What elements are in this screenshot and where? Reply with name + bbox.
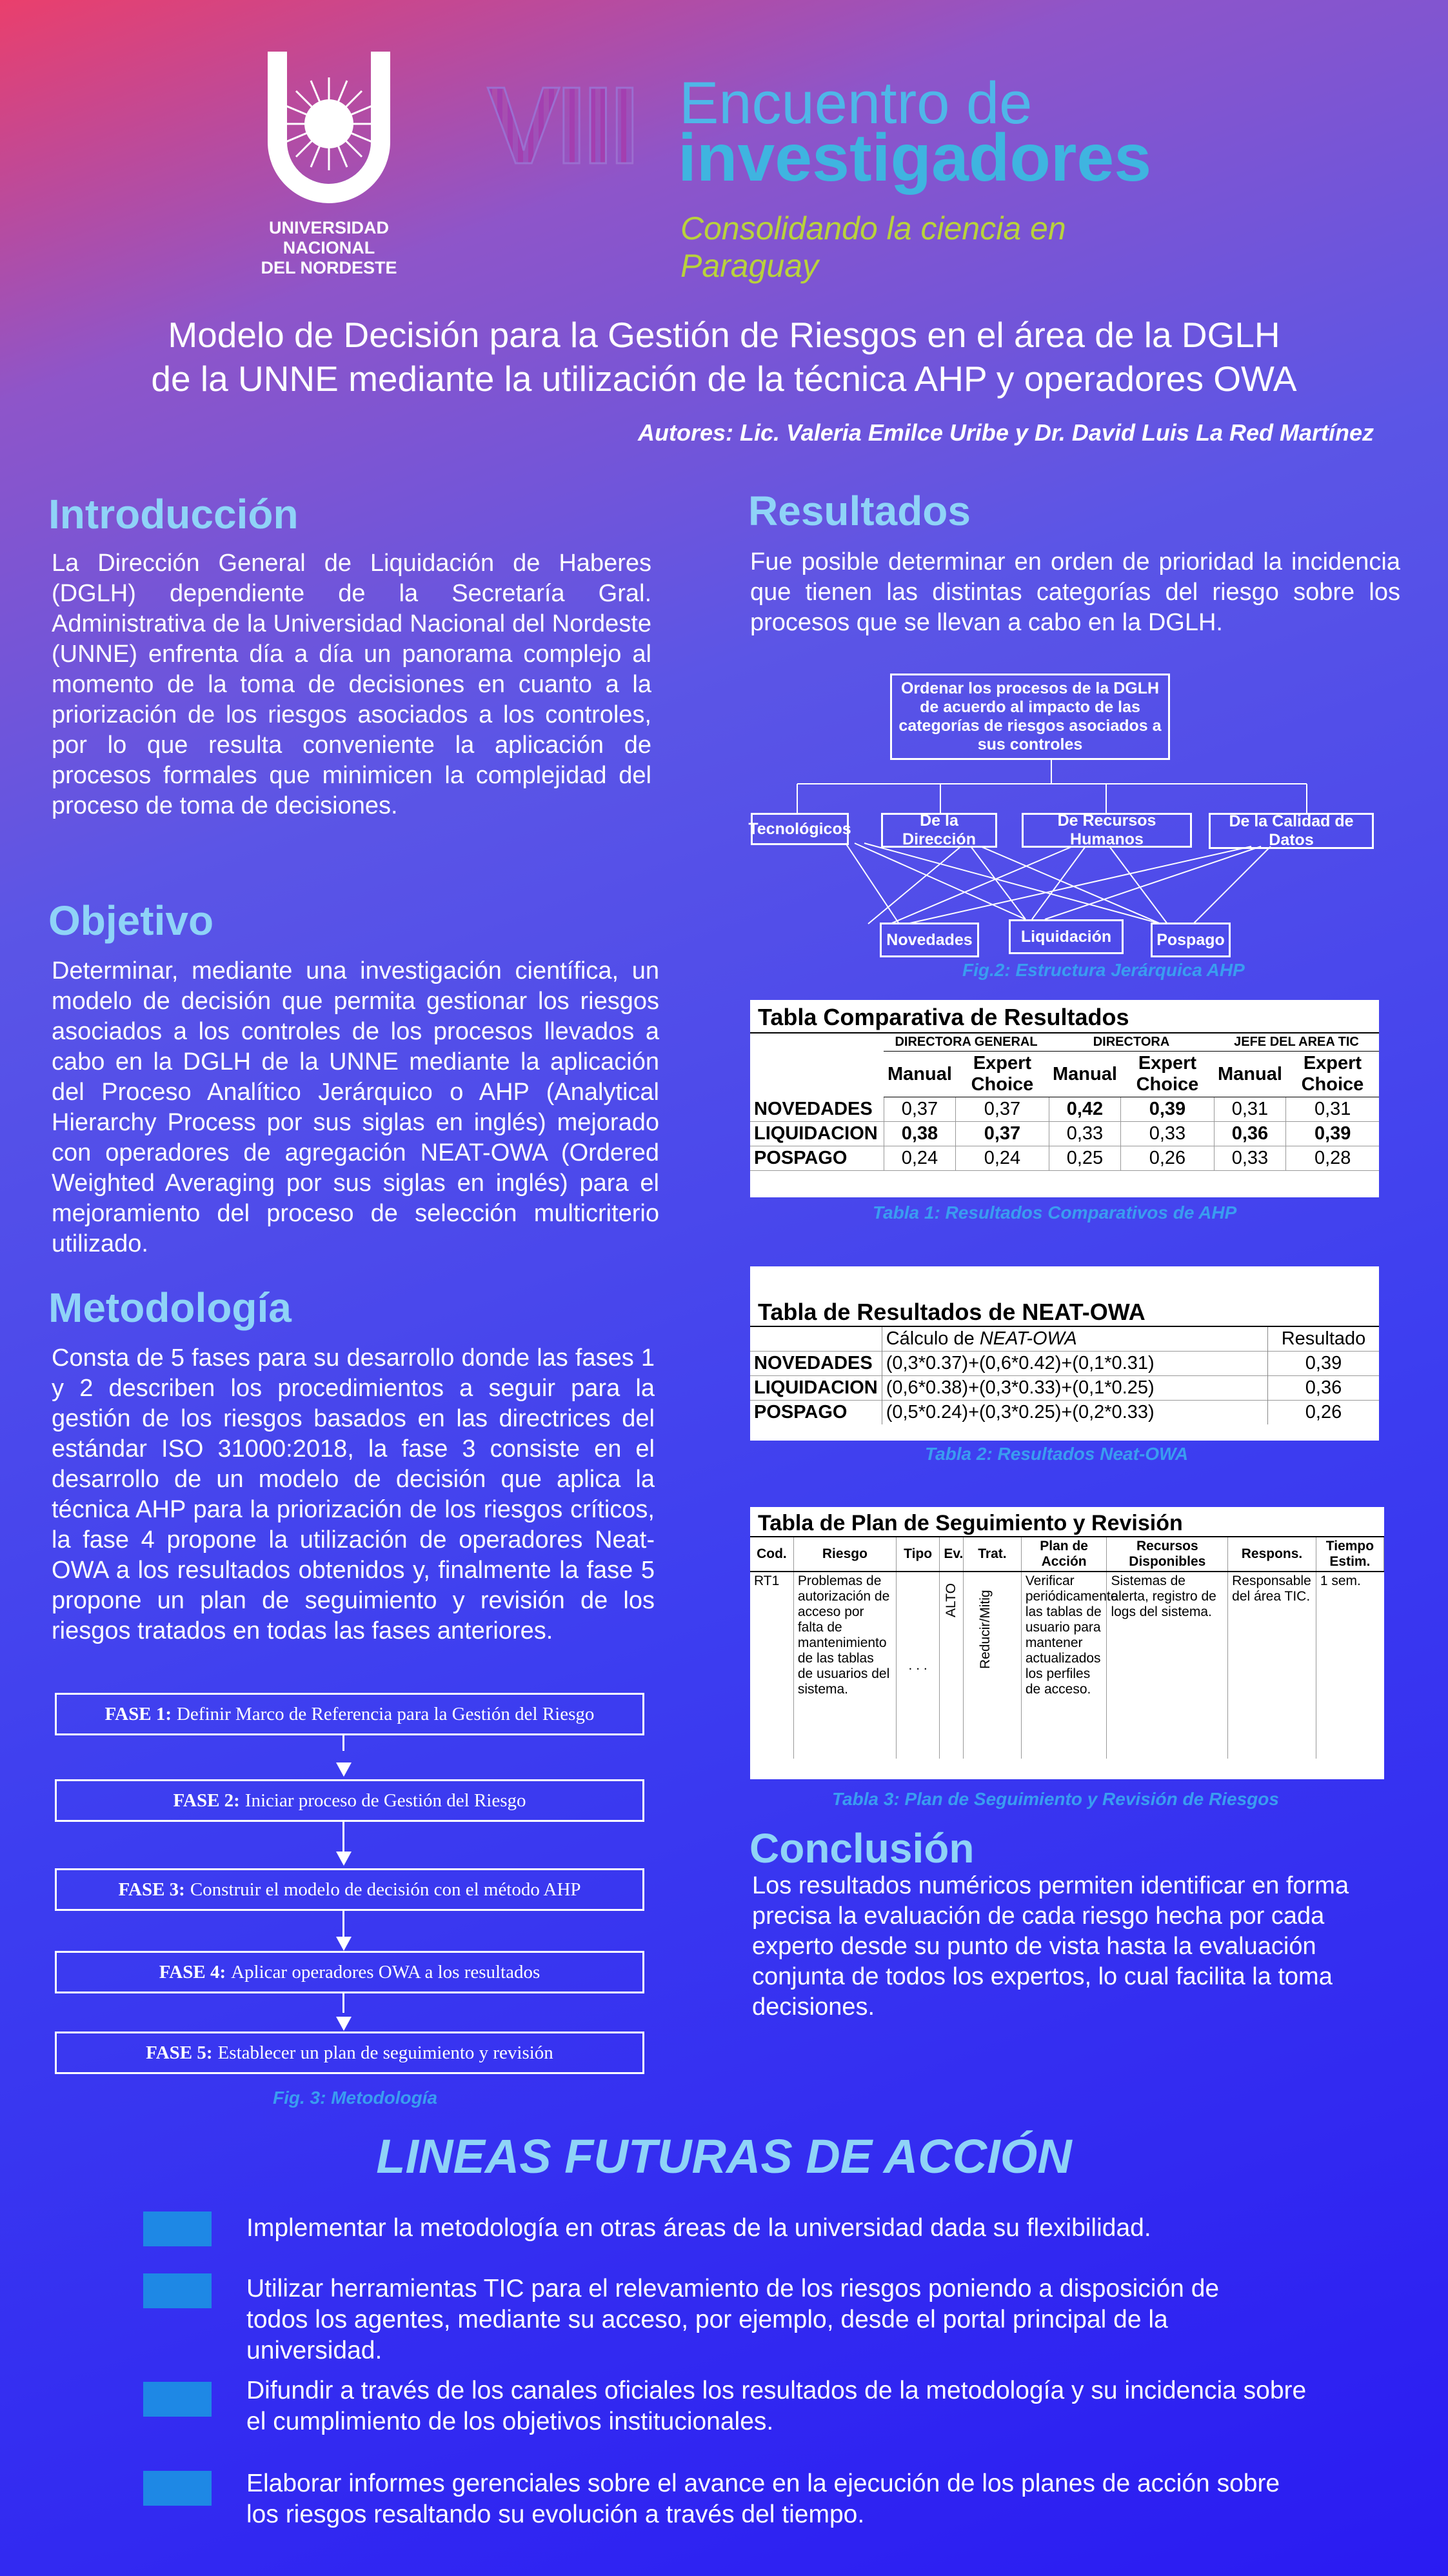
table-cell: 0,39	[1286, 1122, 1379, 1146]
intro-text: La Dirección General de Liquidación de Haberes (DGLH) dependiente de la Secretaría Gral. Administrativa de la Universidad Nacional del Nordeste (UNNE) enfrenta día a día un panorama complejo al momento de la toma de decisiones en cuanto a la priorización de los riesgos asociados a los controles, por lo que resulta conveniente la aplicación de procesos formales que minimicen la complejidad del proceso de toma de decisiones.	[52, 550, 651, 819]
table1-subcol-header: Manual	[884, 1052, 956, 1097]
alternative-box: Liquidación	[1009, 919, 1124, 954]
table-cell: 0,33	[1049, 1122, 1121, 1146]
table-cell: (0,6*0.38)+(0,3*0.33)+(0,1*0.25)	[882, 1376, 1267, 1401]
table-cell: (0,5*0.24)+(0,3*0.25)+(0,2*0.33)	[882, 1401, 1267, 1425]
t3-recursos: Sistemas de alerta, registro de logs del sistema.	[1107, 1572, 1228, 1759]
university-logo	[248, 52, 410, 284]
table3-col-header: Plan de Acción	[1021, 1537, 1107, 1572]
arrow-down-icon	[336, 1937, 352, 1951]
future-heading: LINEAS FUTURAS DE ACCIÓN	[376, 2130, 1072, 2183]
table-cell: 0,24	[956, 1146, 1049, 1171]
t3-tipo: . . .	[896, 1572, 939, 1759]
results-heading: Resultados	[748, 488, 971, 534]
table-cell: 0,42	[1049, 1097, 1121, 1122]
table-cell: NOVEDADES	[754, 1353, 873, 1373]
table1-title: Tabla Comparativa de Resultados	[750, 1000, 1379, 1033]
row-label: POSPAGO	[754, 1148, 848, 1168]
phase-box: FASE 4: Aplicar operadores OWA a los resultados	[55, 1951, 644, 1993]
table3-col-header: Trat.	[964, 1537, 1022, 1572]
method-text: Consta de 5 fases para su desarrollo donde las fases 1 y 2 describen los procedimientos a seguir para la gestión de los riesgos basados en las directrices del estándar ISO 31000:2018, la fase 3 consiste en el desarrollo de un modelo de decisión que aplica la técnica AHP para la priorización de los riesgos críticos, la fase 4 propone la utilización de operadores Neat-OWA a los resultados obtenidos y, finalmente la fase 5 propone un plan de seguimiento y revisión de los riesgos tratados en todas las fases anteriores.	[52, 1344, 655, 1644]
table-row	[750, 1122, 1379, 1146]
hierarchy-goal-box: Ordenar los procesos de la DGLH de acuerdo al impacto de las categorías de riesgos asociados a sus controles	[890, 674, 1170, 760]
table-cell: POSPAGO	[754, 1402, 848, 1423]
table3-col-header: Riesgo	[793, 1537, 896, 1572]
table-row	[750, 1097, 1379, 1122]
t3-cod: RT1	[750, 1572, 793, 1759]
fig3-caption: Fig. 3: Metodología	[273, 2088, 438, 2108]
phase-box: FASE 1: Definir Marco de Referencia para la Gestión del Riesgo	[55, 1693, 644, 1735]
table-cell: 0,33	[1214, 1146, 1286, 1171]
poster-title-line1: Modelo de Decisión para la Gestión de Riesgos en el área de la DGLH	[168, 315, 1280, 355]
table2-caption: Tabla 2: Resultados Neat-OWA	[925, 1444, 1189, 1464]
future-item: Implementar la metodología en otras áreas de la universidad dada su flexibilidad.	[246, 2214, 1151, 2242]
objective-heading: Objetivo	[48, 897, 214, 944]
table3-col-header: Respons.	[1228, 1537, 1316, 1572]
table-cell: 0,28	[1286, 1146, 1379, 1171]
method-heading: Metodología	[48, 1284, 292, 1331]
uni-name-line: NACIONAL	[283, 238, 375, 257]
row-label: NOVEDADES	[754, 1098, 873, 1119]
table-cell: (0,3*0.37)+(0,6*0.42)+(0,1*0.31)	[882, 1352, 1267, 1376]
table-cell: 0,31	[1214, 1097, 1286, 1122]
table-cell: 0,37	[956, 1122, 1049, 1146]
conclusion-text: Los resultados numéricos permiten identificar en forma precisa la evaluación de cada riesgo hecha por cada experto desde su punto de vista hasta la evaluación conjunta de todos los expertos, lo cual facilita la toma decisiones.	[752, 1872, 1349, 2021]
table-cell: 0,31	[1286, 1097, 1379, 1122]
table-cell: 0,26	[1121, 1146, 1214, 1171]
table-row	[750, 1376, 1379, 1401]
table1-subcol-header: Expert Choice	[1286, 1052, 1379, 1097]
uni-name-line: DEL NORDESTE	[261, 258, 397, 277]
authors: Autores: Lic. Valeria Emilce Uribe y Dr. David Luis La Red Martínez	[637, 419, 1374, 446]
table1-subcol-header: Manual	[1214, 1052, 1286, 1097]
criterion-box: Tecnológicos	[751, 813, 849, 845]
future-item: Elaborar informes gerenciales sobre el avance en la ejecución de los planes de acción sobre los riesgos resaltando su evolución a través del tiempo.	[246, 2470, 1280, 2528]
table1-group-header: JEFE DEL AREA TIC	[1214, 1033, 1379, 1052]
table1-subcol-header: Manual	[1049, 1052, 1121, 1097]
event-slogan: Consolidando la ciencia en Paraguay	[680, 210, 1066, 284]
table3-caption: Tabla 3: Plan de Seguimiento y Revisión de Riesgos	[832, 1789, 1279, 1809]
table-comparative-results	[750, 1000, 1379, 1197]
table-cell: 0,37	[956, 1097, 1049, 1122]
future-bullet-icon	[143, 2382, 212, 2417]
event-title-line2: investigadores	[678, 121, 1152, 195]
objective-text: Determinar, mediante una investigación científica, un modelo de decisión que permita gestionar los riesgos asociados a los controles de los procesos llevados a cabo en la DGLH de la UNNE mediante la aplicación del Proceso Analítico Jerárquico o AHP (Analytical Hierarchy Process por sus siglas en inglés) mejorado con operadores de agregación NEAT-OWA (Ordered Weighted Averaging por sus siglas en inglés) para el mejoramiento del proceso de selección multicriterio utilizado.	[52, 957, 659, 1257]
table-row	[750, 1146, 1379, 1171]
fig2-caption: Fig.2: Estructura Jerárquica AHP	[962, 960, 1245, 980]
alternative-box: Pospago	[1151, 923, 1231, 957]
phase-box: FASE 3: Construir el modelo de decisión con el método AHP	[55, 1868, 644, 1911]
table-cell: 0,36	[1268, 1376, 1380, 1401]
event-roman-numeral: VIII	[487, 65, 637, 187]
phase-box: FASE 2: Iniciar proceso de Gestión del Riesgo	[55, 1779, 644, 1822]
table2-col-result: Resultado	[1268, 1326, 1380, 1352]
table-row	[750, 1401, 1379, 1425]
table-cell: LIQUIDACION	[754, 1377, 878, 1398]
future-bullet-icon	[143, 2212, 212, 2246]
phase-box: FASE 5: Establecer un plan de seguimiento y revisión	[55, 2032, 644, 2074]
table-cell: 0,39	[1268, 1352, 1380, 1376]
table1-subcol-header: Expert Choice	[956, 1052, 1049, 1097]
table-row	[750, 1352, 1379, 1376]
table3-col-header: Tiempo Estim.	[1316, 1537, 1384, 1572]
table2-title: Tabla de Resultados de NEAT-OWA	[758, 1299, 1146, 1325]
arrow-down-icon	[336, 2017, 352, 2031]
table-cell: 0,37	[884, 1097, 956, 1122]
table1-group-header: DIRECTORA	[1049, 1033, 1214, 1052]
future-bullet-icon	[143, 2471, 212, 2506]
table-cell: 0,25	[1049, 1146, 1121, 1171]
table2-col-calc: Cálculo de NEAT-OWA	[882, 1326, 1267, 1352]
table-cell: 0,24	[884, 1146, 956, 1171]
table3-col-header: Cod.	[750, 1537, 793, 1572]
event-title-line1: Encuentro de	[679, 70, 1033, 136]
t3-trat: Reducir/Mitig	[964, 1572, 1022, 1759]
intro-heading: Introducción	[48, 491, 299, 537]
table1-group-header: DIRECTORA GENERAL	[884, 1033, 1049, 1052]
t3-respons: Responsable del área TIC.	[1228, 1572, 1316, 1759]
table1-subcol-header: Expert Choice	[1121, 1052, 1214, 1097]
table-cell: 0,36	[1214, 1122, 1286, 1146]
table1-caption: Tabla 1: Resultados Comparativos de AHP	[873, 1203, 1237, 1223]
criterion-box: De la Calidad de Datos	[1209, 813, 1374, 849]
poster-title-line2: de la UNNE mediante la utilización de la técnica AHP y operadores OWA	[151, 359, 1297, 399]
uni-name-line: UNIVERSIDAD	[268, 218, 390, 237]
table3-title: Tabla de Plan de Seguimiento y Revisión	[758, 1511, 1183, 1535]
table-neat-owa	[750, 1266, 1379, 1441]
future-item: Utilizar herramientas TIC para el relevamiento de los riesgos poniendo a disposición de todos los agentes, mediante su acceso, por ejemplo, desde el portal principal de la universidad.	[246, 2275, 1220, 2364]
conclusion-heading: Conclusión	[749, 1825, 975, 1872]
t3-tiempo: 1 sem.	[1320, 1573, 1361, 1588]
table3-col-header: Recursos Disponibles	[1107, 1537, 1228, 1572]
row-label: LIQUIDACION	[754, 1123, 878, 1144]
table-cell: 0,26	[1268, 1401, 1380, 1425]
criterion-box: De Recursos Humanos	[1022, 813, 1192, 848]
results-text: Fue posible determinar en orden de prioridad la incidencia que tienen las distintas categorías del riesgo sobre los procesos que se llevan a cabo en la DGLH.	[750, 548, 1400, 636]
arrow-down-icon	[336, 1762, 352, 1777]
table3-col-header: Tipo	[896, 1537, 939, 1572]
t3-ev: ALTO	[940, 1572, 964, 1759]
future-item: Difundir a través de los canales oficiales los resultados de la metodología y su incidencia sobre el cumplimiento de los objetivos institucionales.	[246, 2377, 1307, 2435]
t3-plan: Verificar periódicamente las tablas de usuario para mantener actualizados los perfiles de acceso.	[1021, 1572, 1107, 1759]
table-cell: 0,39	[1121, 1097, 1214, 1122]
arrow-down-icon	[336, 1852, 352, 1866]
table-follow-up-plan	[750, 1507, 1384, 1779]
t3-riesgo: Problemas de autorización de acceso por falta de mantenimiento de las tablas de usuarios del sistema.	[793, 1572, 896, 1759]
criterion-box: De la Dirección	[881, 813, 997, 848]
event-logo	[487, 65, 1196, 284]
unne-sun-icon	[248, 52, 410, 219]
table3-col-header: Ev.	[940, 1537, 964, 1572]
table-cell: 0,38	[884, 1122, 956, 1146]
alternative-box: Novedades	[880, 923, 979, 957]
ahp-hierarchy-diagram	[748, 671, 1393, 987]
future-bullet-icon	[143, 2273, 212, 2308]
table-cell: 0,33	[1121, 1122, 1214, 1146]
